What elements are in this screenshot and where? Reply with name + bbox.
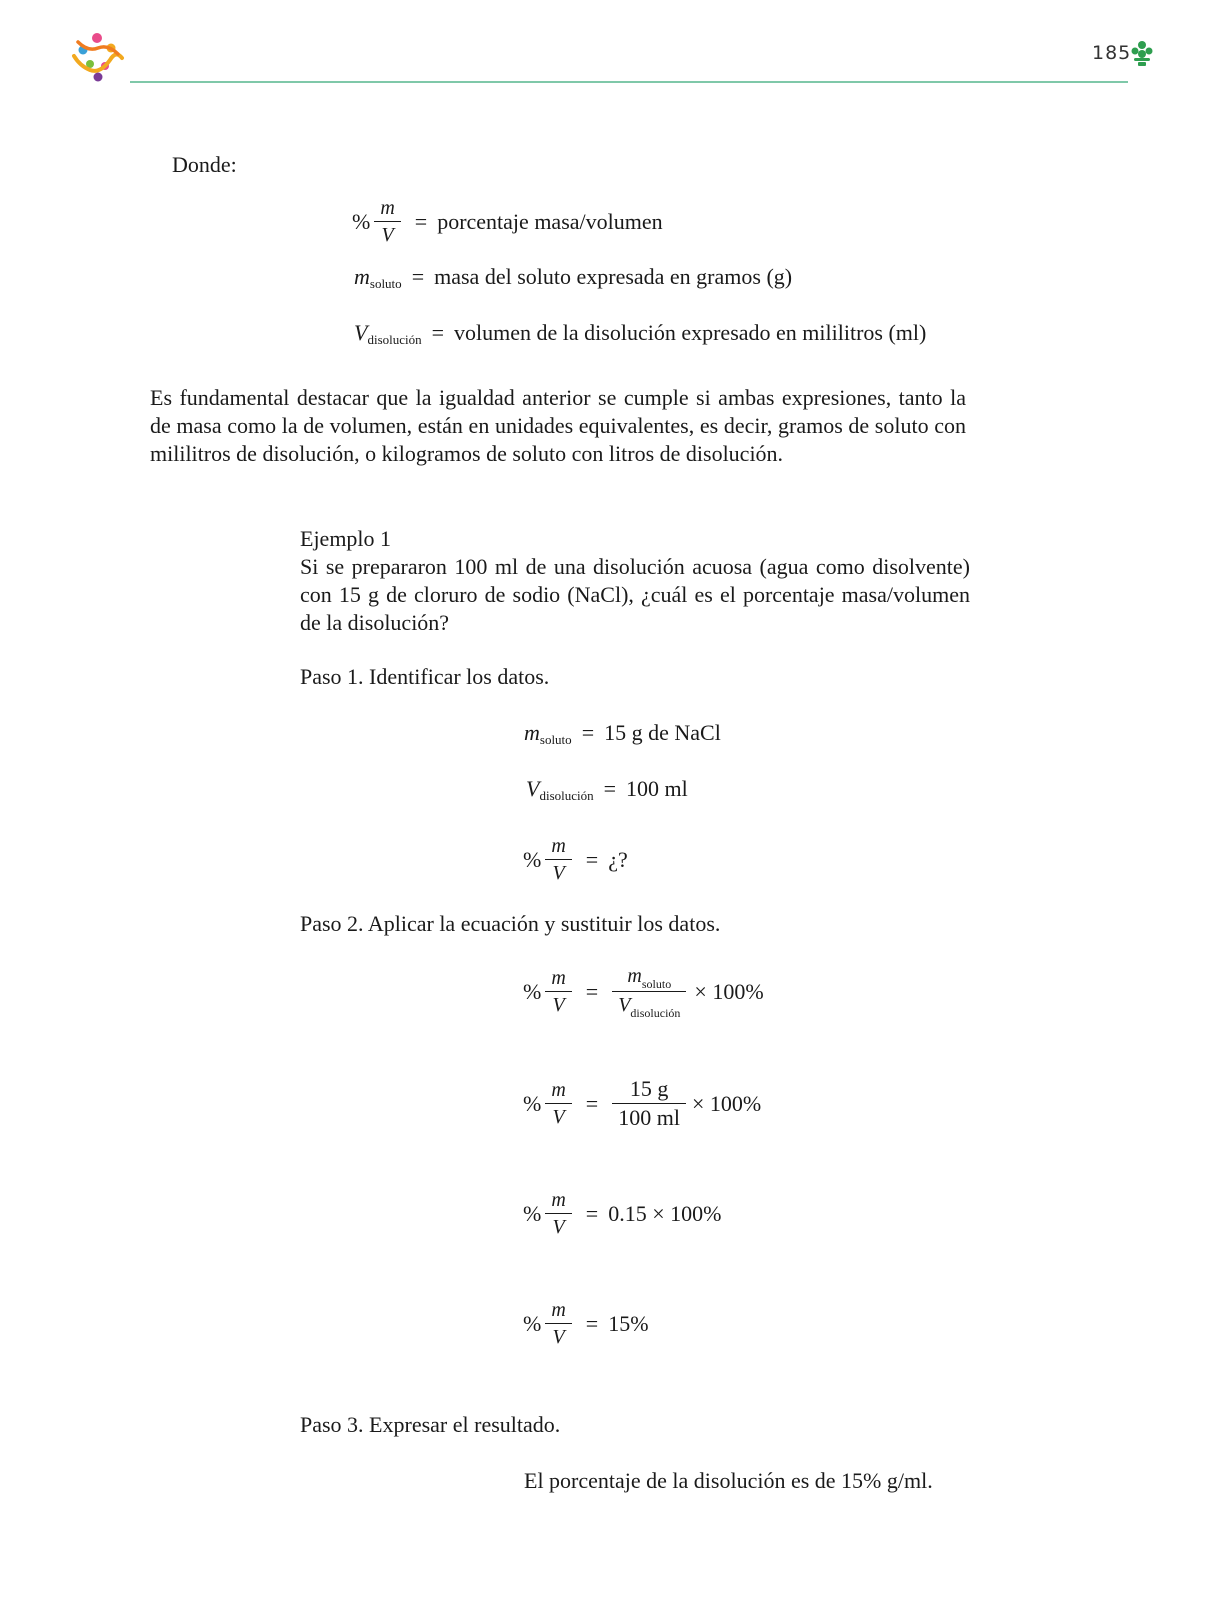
m-over-v-fraction: $\frac{m}{V}$ — [374, 196, 400, 247]
definition-mass: m soluto = masa del soluto expresada en gramos (g) — [354, 264, 793, 291]
green-emblem-icon — [1130, 40, 1154, 68]
example-title: Ejemplo 1 — [300, 526, 392, 551]
page-number: 185 — [1092, 42, 1132, 64]
dancing-figures-logo-icon — [70, 30, 126, 84]
values-fraction: $\frac{15 g}{100 ml}$ — [612, 1076, 686, 1131]
data-unknown: % $\frac{m}{V}$ = ¿? — [523, 835, 628, 884]
explanation-paragraph: Es fundamental destacar que la igualdad anterior se cumple si ambas expresiones, tanto la de masa como la de volumen, están en unidades equivalentes, es decir, gramos de soluto con mililitros de disolución, o kilogramos de soluto con litros de disolución. — [150, 385, 966, 466]
formula-substituted: % $\frac{m}{V}$ = $\frac{15 g}{100 ml}$ × 100% — [523, 1076, 762, 1130]
definition-percent-text: porcentaje masa/volumen — [437, 208, 663, 234]
step2-label: Paso 2. Aplicar la ecuación y sustituir los datos. — [300, 911, 721, 936]
formula-general: % $\frac{m}{V}$ = $\frac{m_{soluto}}{V_{disolución}}$ × 100% — [523, 965, 764, 1020]
data-volume: V disolución = 100 ml — [526, 776, 688, 803]
definition-mass-text: masa del soluto expresada en gramos (g) — [434, 264, 793, 289]
step3-label: Paso 3. Expresar el resultado. — [300, 1412, 561, 1437]
formula-result: % $\frac{m}{V}$ = 15% — [523, 1299, 649, 1348]
donde-label: Donde: — [172, 152, 237, 177]
header-rule — [130, 81, 1128, 83]
step1-label: Paso 1. Identificar los datos. — [300, 664, 550, 689]
mass-over-volume-fraction: $\frac{m_{soluto}}{V_{disolución}}$ — [612, 964, 686, 1019]
example-problem: Si se prepararon 100 ml de una disolución acuosa (agua como disolvente) con 15 g de cloruro de sodio (NaCl), ¿cuál es el porcentaje masa/volumen de la disolución? — [300, 554, 970, 635]
definition-volume: V disolución = volumen de la disolución expresado en mililitros (ml) — [354, 320, 927, 347]
data-mass: m soluto = 15 g de NaCl — [524, 720, 721, 747]
formula-decimal: % $\frac{m}{V}$ = 0.15 × 100% — [523, 1189, 722, 1238]
percent-sign: % — [352, 208, 371, 234]
conclusion-text: El porcentaje de la disolución es de 15% g/ml. — [524, 1468, 933, 1493]
definition-volume-text: volumen de la disolución expresado en mililitros (ml) — [454, 320, 927, 345]
definition-percent: % $\frac{m}{V}$ = porcentaje masa/volumen — [352, 197, 663, 246]
